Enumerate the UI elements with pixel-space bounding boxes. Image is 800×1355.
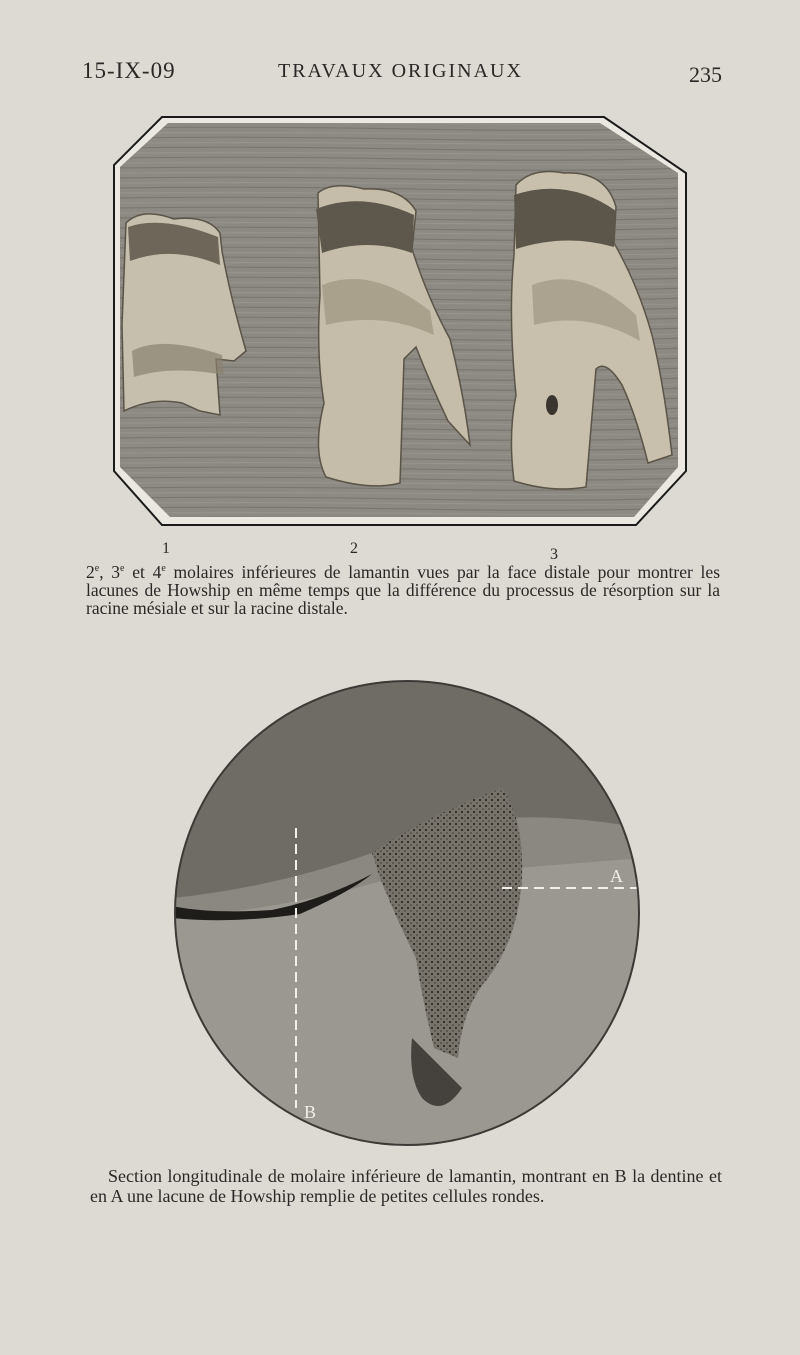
photograph-molars-icon	[112, 115, 688, 527]
caption1-text-b: , 3	[99, 561, 121, 582]
label-a: A	[610, 866, 623, 886]
caption1-text-c: et 4	[124, 561, 162, 582]
caption1-sup-a: e	[94, 563, 100, 574]
label-molar-3: 3	[550, 546, 558, 563]
section-title: TRAVAUX ORIGINAUX	[278, 60, 523, 82]
micrograph-section-icon	[172, 678, 642, 1148]
label-molar-2: 2	[350, 540, 358, 557]
issue-date: 15-IX-09	[82, 58, 176, 83]
micrograph-section	[172, 678, 642, 1148]
caption1-text-a: 2	[86, 561, 95, 582]
caption1-sup-c: e	[161, 563, 166, 574]
caption2-text: Section longitudinale de molaire inférieure de lamantin, montrant en B la dentine et en A une lacune de Howship remplie de petites cellules rondes.	[90, 1166, 722, 1206]
page-number: 235	[689, 62, 722, 87]
figure2-caption	[90, 1166, 722, 1206]
caption1-sup-b: e	[120, 563, 125, 574]
figure1-caption	[86, 560, 720, 617]
running-header	[82, 58, 722, 88]
label-b: B	[304, 1102, 317, 1122]
label-molar-1: 1	[162, 540, 170, 557]
caption1-text-d: molaires inférieures de lamantin vues par la face distale pour montrer les lacunes de Howship en même temps que la différence du processus de résorption sur la racine mésiale et sur la racine distale.	[86, 561, 720, 618]
molars-photograph	[112, 115, 688, 527]
